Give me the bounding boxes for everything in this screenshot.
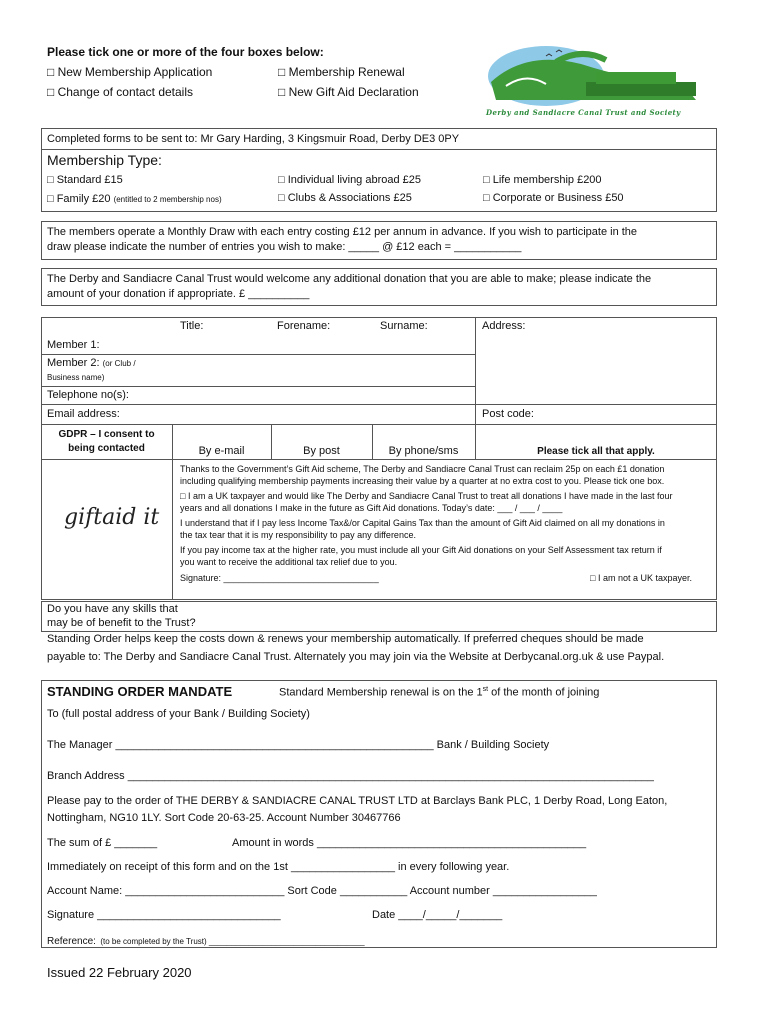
mandate-renewal-sup: st (482, 686, 489, 693)
send-to-address: Completed forms to be sent to: Mr Gary Harding, 3 Kingsmuir Road, Derby DE3 0PY (47, 133, 460, 145)
mandate-words[interactable]: Amount in words ____________________________________________ (232, 837, 587, 849)
membership-corporate[interactable]: □ Corporate or Business £50 (483, 192, 624, 204)
draw-text-1: The members operate a Monthly Draw with each entry costing £12 per annum in advance. If you wish to participate in the (47, 226, 638, 238)
gdpr-email[interactable]: By e-mail (198, 445, 245, 457)
mandate-reference-label: Reference: (47, 936, 96, 947)
mandate-pay-1: Please pay to the order of THE DERBY & SANDIACRE CANAL TRUST LTD at Barclays Bank PLC, 1 Derby Road, Long Eaton, (47, 795, 668, 807)
standing-info-2: payable to: The Derby and Sandiacre Canal Trust. Alternately you may join via the Website at Derbycanal.org.uk & use Paypal. (47, 651, 665, 663)
mandate-reference[interactable] (47, 931, 365, 949)
member1-label[interactable]: Member 1: (47, 339, 100, 351)
mandate-signature[interactable]: Signature ______________________________ (47, 909, 281, 921)
giftaid-logo-icon: giftaid it (64, 505, 160, 530)
option-change-contact[interactable]: □ Change of contact details (47, 85, 193, 99)
gdpr-label-1: GDPR – I consent to (58, 429, 155, 440)
mandate-renewal-note (279, 686, 599, 699)
mandate-sum[interactable]: The sum of £ _______ (47, 837, 158, 849)
email-label[interactable]: Email address: (47, 408, 120, 420)
col-forename: Forename: (277, 320, 331, 332)
issued-date: Issued 22 February 2020 (47, 965, 192, 980)
membership-standard[interactable]: □ Standard £15 (47, 174, 123, 186)
mandate-title: STANDING ORDER MANDATE (47, 684, 233, 699)
giftaid-signature[interactable]: Signature: _______________________________ (180, 573, 379, 583)
giftaid-uk-taxpayer[interactable]: □ I am a UK taxpayer and would like The Derby and Sandiacre Canal Trust to treat all donations I have made in the last four (180, 490, 710, 502)
membership-life[interactable]: □ Life membership £200 (483, 174, 602, 186)
member2-note-2: Business name) (47, 373, 105, 382)
gdpr-label-2: being contacted (68, 443, 145, 454)
member2-text: Member 2: (47, 357, 100, 369)
mandate-date[interactable]: Date ____/_____/_______ (372, 909, 503, 921)
giftaid-p3a: I understand that if I pay less Income Tax&/or Capital Gains Tax than the amount of Gift Aid claimed on all my donations in (180, 518, 665, 528)
option-new-gift-aid[interactable]: □ New Gift Aid Declaration (278, 85, 419, 99)
member2-note-1: (or Club / (102, 359, 136, 368)
giftaid-p1a: Thanks to the Government’s Gift Aid scheme, The Derby and Sandiacre Canal Trust can reclaim 25p on each £1 donation (180, 464, 665, 474)
mandate-account[interactable]: Account Name: __________________________ Sort Code ___________ Account number _________________ (47, 885, 597, 897)
membership-family-note: (entitled to 2 membership nos) (113, 195, 222, 204)
gdpr-phone[interactable]: By phone/sms (388, 445, 459, 457)
membership-family-label: □ Family £20 (47, 193, 111, 205)
giftaid-text (180, 463, 710, 568)
mandate-manager[interactable]: The Manager ____________________________________________________ Bank / Building Society (47, 739, 550, 751)
donation-text-2[interactable]: amount of your donation if appropriate. £ __________ (47, 288, 310, 300)
giftaid-p4a: If you pay income tax at the higher rate, you must include all your Gift Aid donations on your Self Assessment tax return if (180, 545, 662, 555)
membership-individual-abroad[interactable]: □ Individual living abroad £25 (278, 174, 421, 186)
mandate-to: To (full postal address of your Bank / Building Society) (47, 708, 310, 720)
option-new-membership[interactable]: □ New Membership Application (47, 65, 212, 79)
telephone-label[interactable]: Telephone no(s): (47, 389, 129, 401)
skills-line-2[interactable]: may be of benefit to the Trust? (47, 617, 196, 629)
mandate-renewal-post: of the month of joining (488, 686, 600, 699)
membership-family[interactable] (47, 193, 222, 205)
donation-text-1: The Derby and Sandiacre Canal Trust would welcome any additional donation that you are able to make; please indicate the (47, 273, 652, 285)
giftaid-p3b: the tax tear that it is my responsibility to pay any difference. (180, 530, 416, 540)
mandate-branch[interactable]: Branch Address ______________________________________________________________________________________ (47, 770, 654, 782)
col-address[interactable]: Address: (482, 320, 526, 332)
col-title: Title: (180, 320, 204, 332)
col-surname: Surname: (380, 320, 428, 332)
draw-text-2[interactable]: draw please indicate the number of entries you wish to make: _____ @ £12 each = ___________ (47, 241, 522, 253)
canal-boat-logo-icon (486, 42, 708, 110)
gdpr-tick-note: Please tick all that apply. (537, 446, 655, 457)
membership-clubs[interactable]: □ Clubs & Associations £25 (278, 192, 412, 204)
gdpr-post[interactable]: By post (303, 445, 340, 457)
trust-logo (486, 42, 708, 124)
mandate-immediately[interactable]: Immediately on receipt of this form and on the 1st _________________ in every following year. (47, 861, 510, 873)
mandate-pay-2: Nottingham, NG10 1LY. Sort Code 20-63-25. Account Number 30467766 (47, 812, 401, 824)
postcode-label[interactable]: Post code: (482, 408, 534, 420)
giftaid-not-uk-taxpayer[interactable]: □ I am not a UK taxpayer. (590, 572, 692, 584)
standing-info-1: Standing Order helps keep the costs down & renews your membership automatically. If preferred cheques should be made (47, 633, 644, 645)
member2-label[interactable] (47, 357, 136, 369)
mandate-renewal-pre: Standard Membership renewal is on the 1 (279, 686, 483, 699)
mandate-reference-note: (to be completed by the Trust) ___________________________________ (100, 937, 365, 946)
skills-line-1[interactable]: Do you have any skills that (47, 603, 178, 615)
giftaid-p2b[interactable]: years and all donations I make in the future as Gift Aid donations. Today’s date: ___ / ___ / ____ (180, 503, 563, 513)
option-membership-renewal[interactable]: □ Membership Renewal (278, 65, 405, 79)
giftaid-p1b: including qualifying membership payments increasing their value by a quarter at no extra cost to you. Please tick one box. (180, 476, 665, 486)
membership-type-title: Membership Type: (47, 152, 162, 168)
logo-text: Derby and Sandiacre Canal Trust and Society (486, 108, 681, 117)
form-instruction: Please tick one or more of the four boxes below: (47, 45, 324, 59)
giftaid-p4b: you want to receive the additional tax relief due to you. (180, 557, 398, 567)
